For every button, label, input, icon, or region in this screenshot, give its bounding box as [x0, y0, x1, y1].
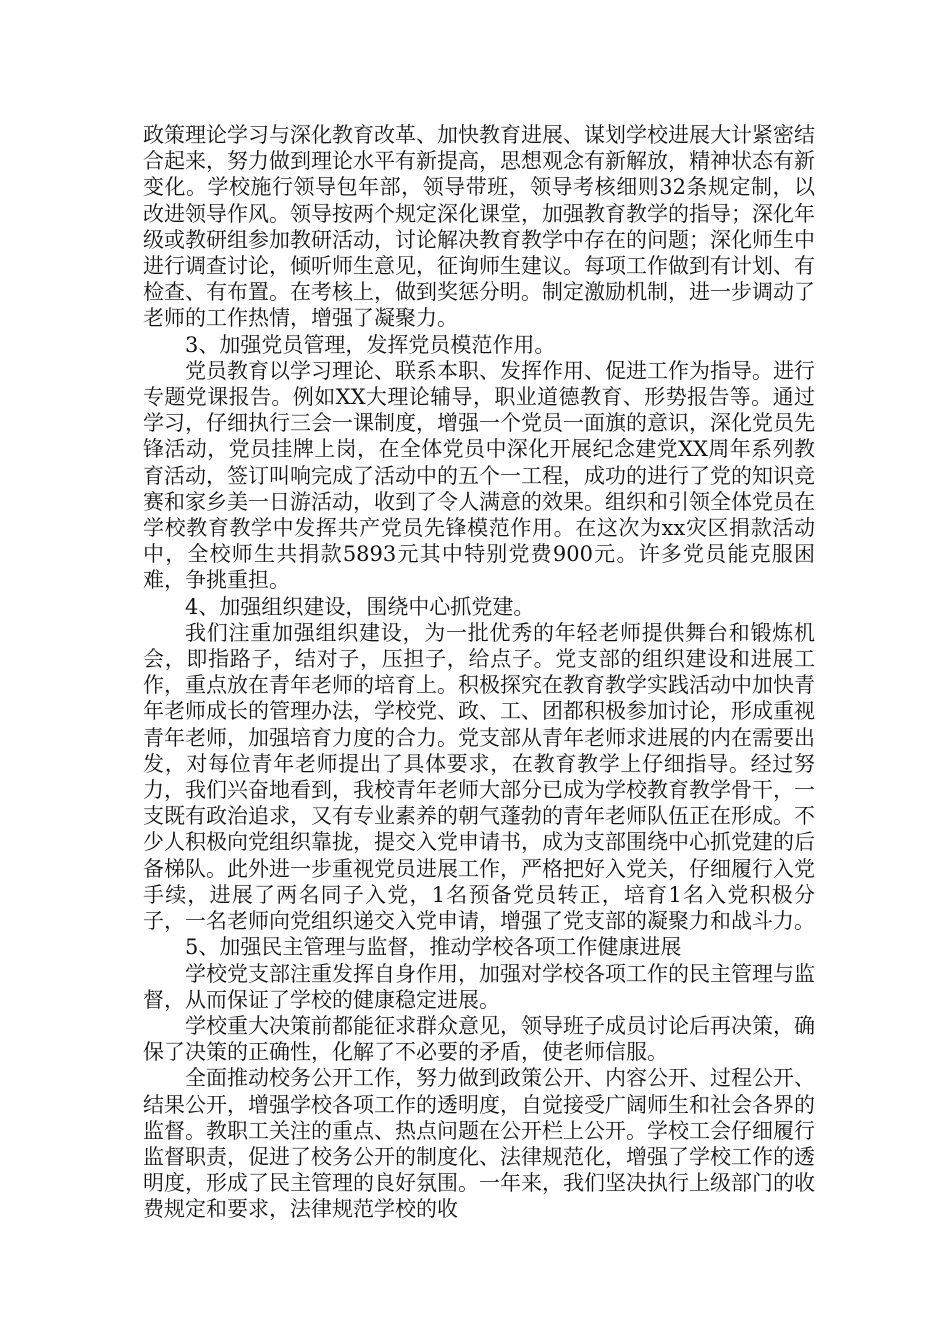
paragraph-decision-making: 学校重大决策前都能征求群众意见，领导班子成员讨论后再决策，确保了决策的正确性，化解了不必要的矛盾，使老师信服。: [143, 1013, 815, 1065]
heading-party-member-management: 3、加强党员管理，发挥党员模范作用。: [185, 332, 556, 357]
heading-democratic-management: 5、加强民主管理与监督，推动学校各项工作健康进展: [185, 935, 682, 960]
paragraph-leadership: 政策理论学习与深化教育改革、加快教育进展、谋划学校进展大计紧密结合起来，努力做到理论水平有新提高，思想观念有新解放，精神状态有新变化。学校施行领导包年部，领导带班，领导考核细则32条规定制，以改进领导作风。领导按两个规定深化课堂，加强教育教学的指导；深化年级或教研组参加教研活动，讨论解决教育教学中存在的问题；深化师生中进行调查讨论，倾听师生意见，征询师生建议。每项工作做到有计划、有检查、有布置。在考核上，做到奖惩分明。制定激励机制，进一步调动了老师的工作热情，增强了凝聚力。: [143, 123, 815, 331]
paragraph-organization-building: 我们注重加强组织建设，为一批优秀的年轻老师提供舞台和锻炼机会，即指路子，结对子，压担子，给点子。党支部的组织建设和进展工作，重点放在青年老师的培育上。积极探究在教育教学实践活动中加快青年老师成长的管理办法，学校党、政、工、团都积极参加讨论，形成重视青年老师，加强培育力度的合力。党支部从青年老师求进展的内在需要出发，对每位青年老师提出了具体要求，在教育教学上仔细指导。经过努力，我们兴奋地看到，我校青年老师大部分已成为学校教育教学骨干，一支既有政治追求，又有专业素养的朝气蓬勃的青年老师队伍正在形成。不少人积极向党组织靠拢，提交入党申请书，成为支部围绕中心抓党建的后备梯队。此外进一步重视党员进展工作，严格把好入党关，仔细履行入党手续，进展了两名同子入党，1名预备党员转正，培育1名入党积极分子，一名老师向党组织递交入党申请，增强了党支部的凝聚力和战斗力。: [143, 620, 815, 934]
paragraph-supervision: 学校党支部注重发挥自身作用，加强对学校各项工作的民主管理与监督，从而保证了学校的健康稳定进展。: [143, 961, 815, 1012]
heading-organization-building: 4、加强组织建设，围绕中心抓党建。: [185, 594, 535, 619]
paragraph-school-affairs-openness: 全面推动校务公开工作，努力做到政策公开、内容公开、过程公开、结果公开，增强学校各项工作的透明度，自觉接受广阔师生和社会各界的监督。教职工关注的重点、热点问题在公开栏上公开。学校工会仔细履行监督职责，促进了校务公开的制度化、法律规范化，增强了学校工作的透明度，形成了民主管理的良好氛围。一年来，我们坚决执行上级部门的收费规定和要求，法律规范学校的收: [143, 1066, 815, 1222]
document-page: [143, 122, 815, 1223]
paragraph-party-member-education: 党员教育以学习理论、联系本职、发挥作用、促进工作为指导。进行专题党课报告。例如XX大理论辅导，职业道德教育、形势报告等。通过学习，仔细执行三会一课制度，增强一个党员一面旗的意识，深化党员先锋活动，党员挂牌上岗，在全体党员中深化开展纪念建党XX周年系列教育活动，签订叫响完成了活动中的五个一工程，成功的进行了党的知识竞赛和家乡美一日游活动，收到了令人满意的效果。组织和引领全体党员在学校教育教学中发挥共产党员先锋模范作用。在这次为xx灾区捐款活动中，全校师生共捐款5893元其中特别党费900元。许多党员能克服困难，争挑重担。: [143, 358, 815, 593]
